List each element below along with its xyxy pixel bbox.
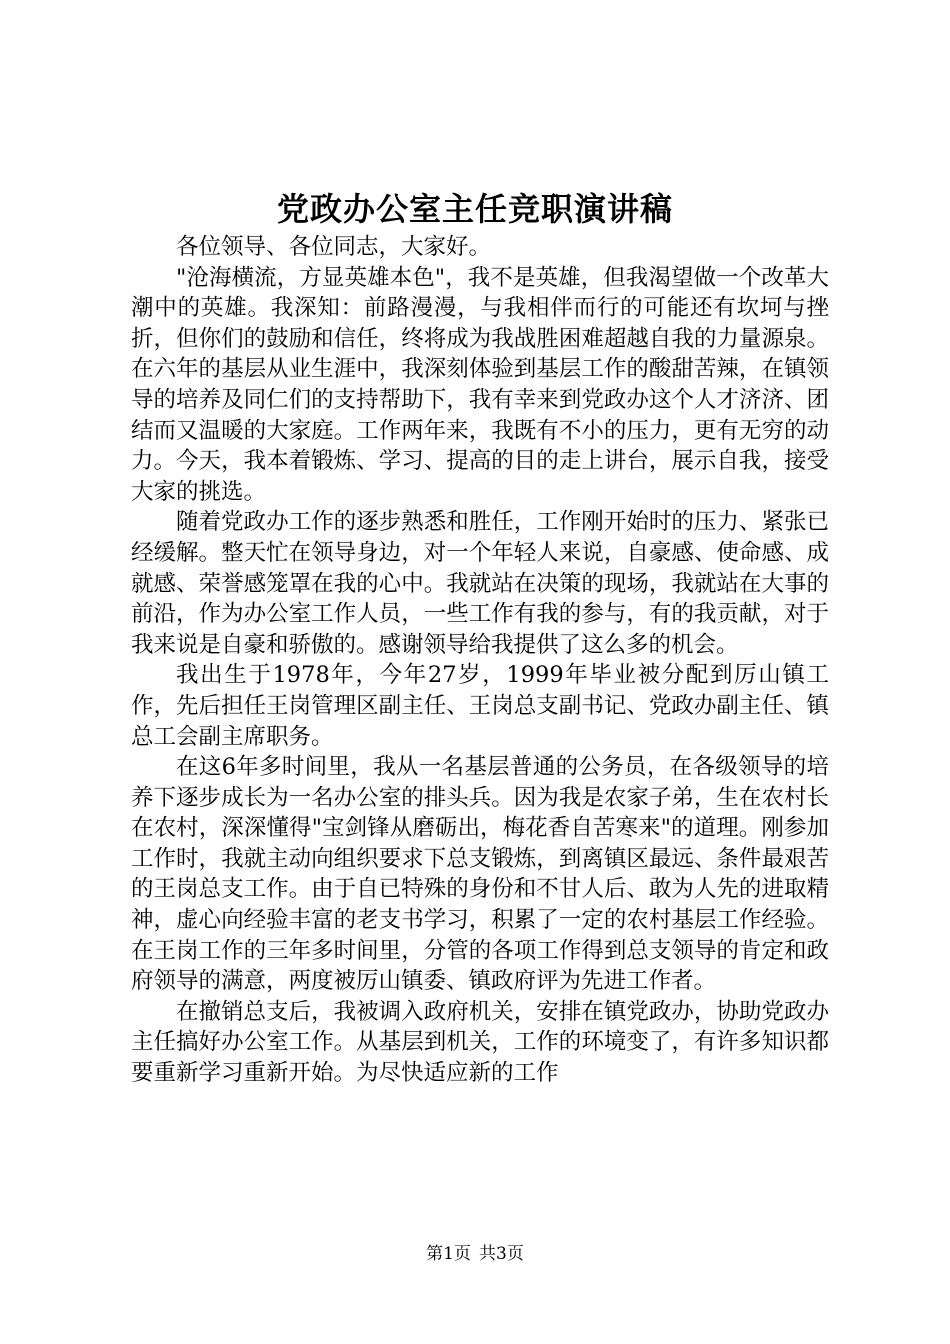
paragraph-opening: "沧海横流，方显英雄本色"，我不是英雄，但我渴望做一个改革大潮中的英雄。我深知：前路漫漫，与我相伴而行的可能还有坎坷与挫折，但你们的鼓励和信任，终将成为我战胜困难超越自我的力量源泉。在六年的基层从业生涯中，我深刻体验到基层工作的酸甜苦辣，在镇领导的培养及同仁们的支持帮助下，我有幸来到党政办这个人才济济、团结而又温暖的大家庭。工作两年来，我既有不小的压力，更有无穷的动力。今天，我本着锻炼、学习、提高的目的走上讲台，展示自我，接受大家的挑选。 xyxy=(131,264,829,505)
paragraph-transfer: 在撤销总支后，我被调入政府机关，安排在镇党政办，协助党政办主任搞好办公室工作。从基层到机关，工作的环境变了，有许多知识都要重新学习重新开始。为尽快适应新的工作 xyxy=(131,998,829,1087)
document-body xyxy=(131,232,829,1089)
page-number: 第1页 xyxy=(426,1244,471,1264)
paragraph-personal-background: 我出生于1978年，今年27岁，1999年毕业被分配到厉山镇工作，先后担任王岗管理区副主任、王岗总支副书记、党政办副主任、镇总工会副主席职务。 xyxy=(131,662,829,750)
document-title: 党政办公室主任竞职演讲稿 xyxy=(276,190,673,228)
page-footer xyxy=(0,1242,950,1266)
paragraph-growth: 在这6年多时间里，我从一名基层普通的公务员，在各级领导的培养下逐步成长为一名办公室的排头兵。因为我是农家子弟，生在农村长在农村，深深懂得"宝剑锋从磨砺出，梅花香自苦寒来"的道理。刚参加工作时，我就主动向组织要求下总支锻炼，到离镇区最远、条件最艰苦的王岗总支工作。由于自已特殊的身份和不甘人后、敢为人先的进取精神，虚心向经验丰富的老支书学习，积累了一定的农村基层工作经验。在王岗工作的三年多时间里，分管的各项工作得到总支领导的肯定和政府领导的满意，两度被厉山镇委、镇政府评为先进工作者。 xyxy=(131,754,829,995)
paragraph-work-experience: 随着党政办工作的逐步熟悉和胜任，工作刚开始时的压力、紧张已经缓解。整天忙在领导身边，对一个年轻人来说，自豪感、使命感、成就感、荣誉感笼罩在我的心中。我就站在决策的现场，我就站在大事的前沿，作为办公室工作人员，一些工作有我的参与，有的我贡献，对于我来说是自豪和骄傲的。感谢领导给我提供了这么多的机会。 xyxy=(131,509,829,658)
paragraph-greeting: 各位领导、各位同志，大家好。 xyxy=(176,234,492,260)
page-total: 共3页 xyxy=(479,1244,524,1264)
